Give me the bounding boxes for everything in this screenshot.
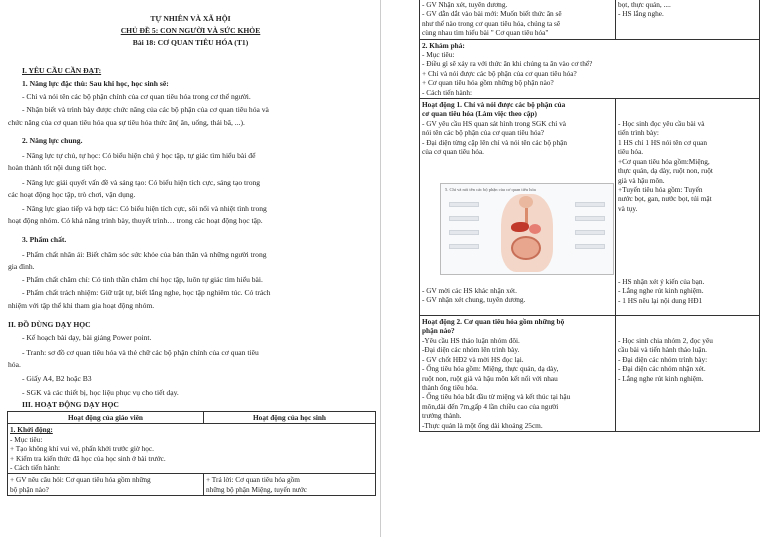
text-line: + Cơ quan tiêu hóa gồm những bộ phận nào? bbox=[422, 78, 554, 88]
text-line: - GV Nhận xét, tuyên dương. bbox=[422, 0, 508, 9]
text-line: của cơ quan tiêu hóa. bbox=[422, 147, 485, 157]
table-row bbox=[420, 316, 760, 432]
text-line: + Tạo không khí vui vẻ, phấn khởi trước giờ học. bbox=[10, 444, 154, 454]
liver-shape bbox=[511, 222, 529, 232]
text-line: +Tuyến tiêu hóa gồm: Tuyến bbox=[618, 184, 703, 194]
text-line: - Ống tiêu hóa gồm: Miệng, thực quản, dạ dày, bbox=[422, 364, 559, 374]
section-1-sub-2: 2. Năng lực chung. bbox=[22, 136, 83, 145]
label-box bbox=[575, 230, 605, 235]
student-cell bbox=[204, 474, 376, 496]
text-line: cầu bài và tiến hành thảo luận. bbox=[618, 345, 707, 355]
label-box bbox=[449, 244, 479, 249]
text-line: + Trả lời: Cơ quan tiêu hóa gồm bbox=[206, 475, 300, 485]
table-row bbox=[420, 39, 760, 98]
text-line: - Phẩm chất trách nhiệm: Giữ trật tự, biết lắng nghe, học tập nghiêm túc. Có trách bbox=[22, 288, 271, 297]
right-page bbox=[381, 0, 762, 537]
section-2-title: II. ĐỒ DÙNG DẠY HỌC bbox=[8, 320, 91, 329]
text-line: - GV dẫn dắt vào bài mới: Muốn biết thức ăn sẽ bbox=[422, 9, 562, 19]
text-line: bọt, thực quản, .... bbox=[618, 0, 671, 9]
text-line: - GV yêu cầu HS quan sát hình trong SGK chỉ và bbox=[422, 118, 566, 128]
hd1-title: Hoạt động 1. Chỉ và nói được các bộ phận của bbox=[422, 100, 566, 110]
table-row bbox=[8, 424, 376, 474]
text-line: - Đại diện các nhóm nhận xét. bbox=[618, 364, 706, 374]
text-line: - SGK và các thiết bị, học liệu phục vụ cho tiết dạy. bbox=[22, 388, 179, 397]
teacher-cell bbox=[8, 474, 204, 496]
stomach-shape bbox=[529, 224, 541, 234]
subject-title: TỰ NHIÊN VÀ XÃ HỘI bbox=[150, 14, 231, 23]
text-line: chức năng của cơ quan tiêu hóa qua sự tiêu hóa thức ăn( ăn, uống, thải bã, ...). bbox=[8, 118, 245, 127]
text-line: - Cách tiến hành: bbox=[422, 87, 473, 97]
text-line: nước bọt, gan, nước bọt, túi mật bbox=[618, 194, 712, 204]
text-line: - Điều gì sẽ xảy ra với thức ăn khi chúng ta ăn vào cơ thể? bbox=[422, 59, 593, 69]
text-line: 1 HS chỉ 1 HS nói tên cơ quan bbox=[618, 137, 707, 147]
table-row bbox=[420, 0, 760, 39]
text-line: - HS nhận xét ý kiến của bạn. bbox=[618, 277, 705, 287]
text-line: nhiệm với tập thể khi tham gia hoạt động nhóm. bbox=[8, 301, 155, 310]
text-line: - Phẩm chất nhân ái: Biết chăm sóc sức khỏe của bản thân và những người trong bbox=[22, 250, 267, 259]
table-row bbox=[420, 99, 760, 316]
label-box bbox=[449, 230, 479, 235]
label-box bbox=[449, 216, 479, 221]
text-line: - Đại diện từng cặp lên chỉ và nói tên các bộ phận bbox=[422, 137, 567, 147]
hd2-title: phận nào? bbox=[422, 326, 455, 336]
text-line: hóa. bbox=[8, 360, 21, 369]
text-line: hoàn thành tốt nội dung tiết học. bbox=[8, 163, 107, 172]
text-line: ruột non, ruột già và hậu môn kết nối với nhau bbox=[422, 373, 558, 383]
text-line: -Đại diện các nhóm lên trình bày. bbox=[422, 345, 520, 355]
khoi-dong-title: 1. Khởi động: bbox=[10, 425, 53, 435]
text-line: - Chỉ và nói tên các bộ phận chính của cơ quan tiêu hóa trong cơ thể người. bbox=[22, 92, 251, 101]
text-line: + Chỉ và nói được các bộ phận của cơ quan tiêu hóa? bbox=[422, 68, 577, 78]
text-line: - Năng lực tự chủ, tự học: Có biểu hiện chú ý học tập, tự giác tìm hiểu bài để bbox=[22, 151, 256, 160]
activity-table-continued bbox=[419, 0, 760, 432]
section-1-title: I. YÊU CẦU CẦN ĐẠT: bbox=[22, 66, 102, 75]
text-line: -Yêu cầu HS thảo luận nhóm đôi. bbox=[422, 335, 520, 345]
hd2-teacher-cell bbox=[420, 316, 616, 432]
text-line: - Nhận biết và trình bày được chức năng của các bộ phận của cơ quan tiêu hóa và bbox=[22, 105, 269, 114]
hd2-student-cell bbox=[616, 316, 760, 432]
text-line: - Năng lực giao tiếp và hợp tác: Có biểu hiện tích cực, sôi nổi và nhiệt tình trong bbox=[22, 204, 267, 213]
label-box bbox=[575, 244, 605, 249]
text-line: - Ống tiêu hóa bắt đầu từ miệng và kết thúc tại hậu bbox=[422, 392, 571, 402]
head-shape bbox=[519, 196, 533, 208]
header-teacher: Hoạt động của giáo viên bbox=[8, 412, 204, 424]
text-line: - GV nhận xét chung, tuyên dương. bbox=[422, 295, 526, 305]
text-line: + Kiểm tra kiến thức đã học của học sinh ở bài trước. bbox=[10, 453, 166, 463]
text-line: - Cách tiến hành: bbox=[10, 463, 61, 473]
section-1-sub-3: 3. Phẩm chất. bbox=[22, 235, 67, 244]
text-line: - GV mời các HS khác nhận xét. bbox=[422, 286, 517, 296]
label-box bbox=[449, 202, 479, 207]
hd1-title: cơ quan tiêu hóa (Làm việc theo cặp) bbox=[422, 109, 537, 119]
text-line: - Phẩm chất chăm chỉ: Có tinh thần chăm chỉ học tập, luôn tự giác tìm hiểu bài. bbox=[22, 275, 263, 284]
kham-pha-title: 2. Khám phá: bbox=[422, 40, 465, 50]
text-line: các hoạt động học tập, trò chơi, vận dụng. bbox=[8, 190, 136, 199]
section-3-title: III. HOẠT ĐỘNG DẠY HỌC bbox=[22, 400, 119, 409]
text-line: - Mục tiêu: bbox=[422, 50, 455, 60]
teacher-cell bbox=[420, 0, 616, 39]
label-box bbox=[575, 216, 605, 221]
lesson-title: Bài 18: CƠ QUAN TIÊU HÓA (T1) bbox=[132, 38, 249, 47]
text-line: +Cơ quan tiêu hóa gồm:Miệng, bbox=[618, 156, 710, 166]
text-line: - Lắng nghe rút kinh nghiệm. bbox=[618, 373, 704, 383]
text-line: -Thực quản là một ống dài khoảng 25cm. bbox=[422, 420, 543, 430]
text-line: tiêu hóa. bbox=[618, 147, 644, 157]
text-line: nói tên các bộ phận của cơ quan tiêu hóa? bbox=[422, 128, 544, 138]
text-line: tiến trình bày: bbox=[618, 128, 659, 138]
topic-title: CHỦ ĐỀ 5: CON NGƯỜI VÀ SỨC KHỎE bbox=[120, 26, 261, 35]
digestive-system-figure bbox=[440, 183, 614, 275]
text-line: - Học sinh chia nhóm 2, đọc yêu bbox=[618, 336, 713, 346]
text-line: già và hậu môn. bbox=[618, 175, 665, 185]
text-line: cùng nhau tìm hiểu bài " Cơ quan tiêu hóa" bbox=[422, 28, 549, 38]
text-line: - Giấy A4, B2 hoặc B3 bbox=[22, 374, 92, 383]
text-line: - HS lắng nghe. bbox=[618, 9, 664, 19]
hd1-teacher-cell bbox=[420, 99, 616, 316]
text-line: - Học sinh đọc yêu cầu bài và bbox=[618, 119, 705, 129]
activity-table bbox=[7, 411, 376, 496]
kham-pha-cell bbox=[420, 39, 760, 98]
khoi-dong-cell bbox=[8, 424, 376, 474]
text-line: trưởng thành. bbox=[422, 411, 462, 421]
text-line: và tụy. bbox=[618, 203, 638, 213]
header-student: Hoạt động của học sinh bbox=[204, 412, 376, 424]
label-box bbox=[575, 202, 605, 207]
figure-caption: 5. Chỉ và nói tên các bộ phận của cơ quan tiêu hóa bbox=[445, 187, 536, 193]
hd1-student-cell bbox=[616, 99, 760, 316]
text-line: thực quản, dạ dày, ruột non, ruột bbox=[618, 166, 713, 176]
hd2-title: Hoạt động 2. Cơ quan tiêu hóa gồm những bộ bbox=[422, 317, 565, 327]
text-line: hoạt động nhóm. Có khả năng trình bày, thuyết trình… trong các hoạt động học tập. bbox=[8, 216, 263, 225]
text-line: - 1 HS nêu lại nội dung HĐ1 bbox=[618, 295, 703, 305]
text-line: - Lắng nghe rút kinh nghiệm. bbox=[618, 286, 704, 296]
text-line: môn,dài đến 7m,gấp 4 lần chiều cao của người bbox=[422, 401, 559, 411]
table-header-row bbox=[8, 412, 376, 424]
text-line: những bộ phận Miệng, tuyến nước bbox=[206, 484, 307, 494]
table-row bbox=[8, 474, 376, 496]
section-1-sub-1: 1. Năng lực đặc thù: Sau khi học, học sinh sẽ: bbox=[22, 79, 169, 88]
text-line: bộ phận nào? bbox=[10, 484, 49, 494]
text-line: - Tranh: sơ đồ cơ quan tiêu hóa và thẻ chữ các bộ phận chính của cơ quan tiêu bbox=[22, 348, 259, 357]
text-line: như thế nào trong cơ quan tiêu hóa, chúng ta sẽ bbox=[422, 18, 561, 28]
text-line: thành ống tiêu hóa. bbox=[422, 382, 478, 392]
text-line: - Đại diện các nhóm trình bày: bbox=[618, 354, 708, 364]
text-line: - Mục tiêu: bbox=[10, 434, 43, 444]
text-line: - GV chốt HĐ2 và mời HS đọc lại. bbox=[422, 354, 524, 364]
text-line: - Năng lực giải quyết vấn đề và sáng tạo: Có biểu hiện tích cực, sáng tạo trong bbox=[22, 178, 261, 187]
text-line: + GV nêu câu hỏi: Cơ quan tiêu hóa gồm những bbox=[10, 475, 151, 485]
text-line: - Kế hoạch bài dạy, bài giảng Power point. bbox=[22, 333, 152, 342]
student-cell bbox=[616, 0, 760, 39]
text-line: gia đình. bbox=[8, 262, 35, 271]
intestine-shape bbox=[511, 236, 541, 260]
